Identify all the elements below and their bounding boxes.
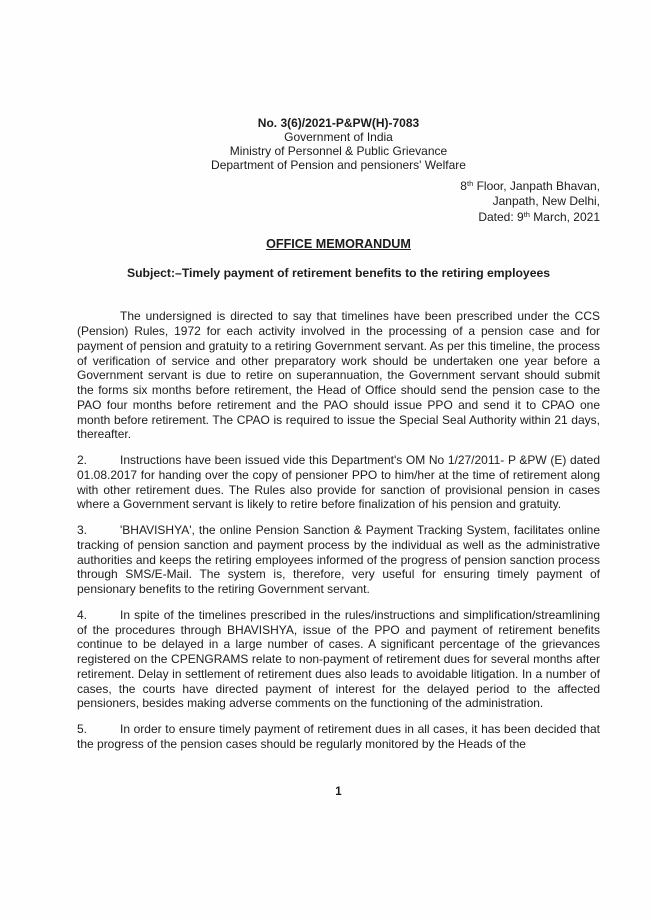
floor-number: 8 bbox=[460, 178, 467, 193]
paragraph-2 bbox=[77, 453, 600, 512]
memo-title-text: OFFICE MEMORANDUM bbox=[266, 237, 411, 252]
paragraph-3-number: 3. bbox=[77, 523, 88, 538]
page-number: 1 bbox=[335, 786, 342, 798]
paragraph-3-text: 'BHAVISHYA', the online Pension Sanction & Payment Tracking System, facilitates online tracking of pension sanction and payment process by the individual as well as the administrative authorities and keeps the retiring employees informed of the progress of pension sanction process through SMS/E-Mail. The system is, therefore, very useful for ensuring timely payment of pensionary benefits to the retiring Government servant. bbox=[77, 523, 600, 597]
paragraph-3 bbox=[77, 523, 600, 597]
floor-rest: Floor, Janpath Bhavan, bbox=[473, 178, 600, 193]
letterhead bbox=[77, 117, 600, 173]
dated-ordinal: th bbox=[523, 210, 530, 220]
address-line-city: Janpath, New Delhi, bbox=[492, 193, 600, 208]
paragraph-4-number: 4. bbox=[77, 607, 88, 622]
dated-line bbox=[77, 208, 600, 225]
memo-title bbox=[77, 237, 600, 251]
paragraph-1-text: The undersigned is directed to say that timelines have been prescribed under the CCS (Pension) Rules, 1972 for each activity involved in the processing of a pension case and for payment of pension and gratuity to a retiring Government servant. As per this timeline, the process of verification of service and other preparatory work should be undertaken one year before a Government servant is due to retire on superannuation, the Government servant should submit the forms six months before retirement, the Head of Office should send the pension case to the PAO four months before retirement and the PAO should issue PPO and send it to CPAO one month before retirement. The CPAO is required to issue the Special Seal Authority within 21 days, thereafter. bbox=[77, 309, 600, 442]
document-body bbox=[77, 117, 600, 763]
org-line-ministry: Ministry of Personnel & Public Grievance bbox=[229, 143, 448, 158]
paragraph-5 bbox=[77, 722, 600, 752]
paragraph-1 bbox=[77, 309, 600, 442]
address-block bbox=[77, 177, 600, 226]
dated-rest: March, 2021 bbox=[529, 210, 600, 225]
address-line-floor bbox=[77, 177, 600, 194]
dated-prefix: Dated: 9 bbox=[478, 210, 524, 225]
floor-ordinal: th bbox=[466, 178, 474, 188]
paragraph-4 bbox=[77, 608, 600, 711]
org-line-government: Government of India bbox=[284, 129, 393, 144]
reference-number: No. 3(6)/2021-P&PW(H)-7083 bbox=[257, 116, 420, 130]
org-line-department: Department of Pension and pensioners' Welfare bbox=[211, 157, 466, 172]
paragraph-2-number: 2. bbox=[77, 453, 88, 468]
paragraph-5-text: In order to ensure timely payment of retirement dues in all cases, it has been decided that the progress of the pension cases should be regularly monitored by the Heads of the bbox=[77, 722, 600, 751]
paragraph-5-number: 5. bbox=[77, 722, 88, 737]
paragraph-2-text: Instructions have been issued vide this Department's OM No 1/27/2011- P &PW (E) dated 01.08.2017 for handing over the copy of pensioner PPO to him/her at the time of retirement along with other retirement dues. The Rules also provide for sanction of provisional pension in cases where a Government servant is likely to retire before finalization of his pension and gratuity. bbox=[77, 453, 600, 512]
subject-line: Subject:–Timely payment of retirement benefits to the retiring employees bbox=[126, 266, 551, 281]
paragraph-4-text: In spite of the timelines prescribed in the rules/instructions and simplification/streamlining of the procedures through BHAVISHYA, issue of the PPO and payment of retirement benefits continue to be delayed in a large number of cases. A significant percentage of the grievances registered on the CPENGRAMS relate to non-payment of retirement dues for several months after retirement. Delay in settlement of retirement dues also leads to avoidable litigation. In a number of cases, the courts have directed payment of interest for the delayed period to the affected pensioners, besides making adverse comments on the functioning of the administration. bbox=[77, 607, 600, 711]
